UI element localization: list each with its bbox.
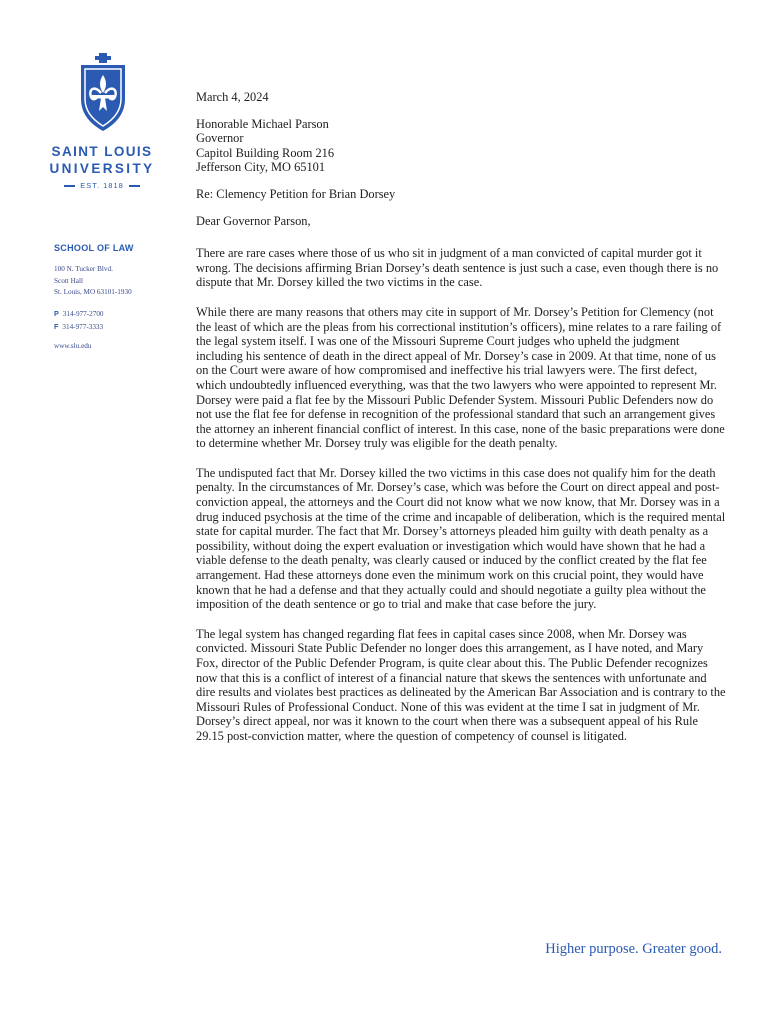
- letter-date: March 4, 2024: [196, 90, 269, 104]
- est-dash-left: [64, 185, 75, 187]
- letter-body: [196, 90, 726, 759]
- university-name: [40, 143, 164, 177]
- school-address: [54, 264, 132, 299]
- university-name-line1: SAINT LOUIS: [51, 144, 153, 159]
- body-paragraph: While there are many reasons that others may cite in support of Mr. Dorsey’s Petition for Clemency (not the least of which are the pleas from his correctional institution’s officers), mine relates to a rare failing of the legal system itself. I was one of the Missouri Supreme Court judges who upheld the judgment including his sentence of death in the direct appeal of Mr. Dorsey’s case in 2009. At that time, none of us on the Court were aware of how compromised and ineffective his trial lawyers were. The first defect, which undoubtedly influenced everything, was that the two lawyers who were appointed to represent Mr. Dorsey were paid a flat fee by the Missouri Public Defender System. Missouri Public Defenders now do not use the flat fee for defense in recognition of the professional standard that such an arrangement gives the attorney an inherent financial conflict of interest. In this case, none of the basic preparations were done to determine whether Mr. Dorsey truly was eligible for the death penalty.: [196, 304, 725, 451]
- recipient-block: [196, 117, 726, 175]
- body-paragraph: There are rare cases where those of us who sit in judgment of a man convicted of capital murder got it wrong. The decisions affirming Brian Dorsey’s death sentence is just such a case, even though there is no dispute that Mr. Dorsey killed the two victims in the case.: [196, 246, 719, 290]
- est-dash-right: [129, 185, 140, 187]
- body-paragraph: The undisputed fact that Mr. Dorsey killed the two victims in this case does not qualify him for the death penalty. In the circumstances of Mr. Dorsey’s case, which was before the Court on direct appeal and post-conviction appeal, the attorneys and the Court did not know what we now know, that Mr. Dorsey was in a drug induced psychosis at the time of the crime and incapable of deliberation, which is the required mental state for capital murder. The fact that Mr. Dorsey’s attorneys pleaded him guilty with death penalty as a possibility, without doing the expert evaluation or investigation which would have shown that he had a viable defense to the death penalty, was clearly caused or induced by the conflict created by the flat fee arrangement. Had these attorneys done even the minimum work on this crucial point, they would have known that he had a defense and that they actually could and should negotiate a guilty plea without the imposition of the death sentence or go to trial and make that case before the jury.: [196, 465, 726, 612]
- fax-line: [54, 321, 104, 334]
- recipient-line: Honorable Michael Parson: [196, 116, 329, 131]
- recipient-line: Capitol Building Room 216: [196, 145, 335, 160]
- footer-tagline: Higher purpose. Greater good.: [545, 941, 722, 957]
- body-paragraph: The legal system has changed regarding flat fees in capital cases since 2008, when Mr. Dorsey was convicted. Missouri State Public Defender no longer does this arrangement, as I have noted, and Mary Fox, director of the Public Defender Program, is quite clear about this. The Public Defender recognizes now that this is a conflict of interest of a financial nature that skews the sentences with unfortunate and dire results and violates best practices as delineated by the American Bar Association and is contrary to the Missouri Rules of Professional Conduct. None of this was evident at the time I sat in judgment of Mr. Dorsey’s direct appeal, nor was it known to the court when there was a subsequent appeal of his Rule 29.15 post-conviction matter, where the question of competency of counsel is litigated.: [196, 626, 726, 743]
- recipient-line: Governor: [196, 131, 244, 146]
- school-name: SCHOOL OF LAW: [54, 243, 134, 253]
- established-line: [40, 181, 164, 190]
- fax-number: 314-977-3333: [62, 322, 104, 331]
- university-name-line2: UNIVERSITY: [49, 161, 155, 176]
- address-line: 100 N. Tucker Blvd.: [54, 265, 113, 273]
- subject-line: Re: Clemency Petition for Brian Dorsey: [196, 186, 396, 201]
- address-line: Scott Hall: [54, 276, 83, 285]
- website-link[interactable]: www.slu.edu: [54, 342, 92, 350]
- address-line: St. Louis, MO 63101-1930: [54, 288, 132, 296]
- university-shield-icon: [77, 53, 129, 133]
- phone-number: 314-977-2700: [62, 310, 104, 318]
- established-text: EST. 1818: [80, 181, 124, 190]
- contact-numbers: [54, 308, 104, 333]
- recipient-line: Jefferson City, MO 65101: [196, 160, 326, 175]
- phone-label: P: [54, 309, 59, 318]
- fax-label: F: [54, 321, 59, 331]
- salutation: Dear Governor Parson,: [196, 213, 311, 228]
- phone-line: [54, 308, 104, 321]
